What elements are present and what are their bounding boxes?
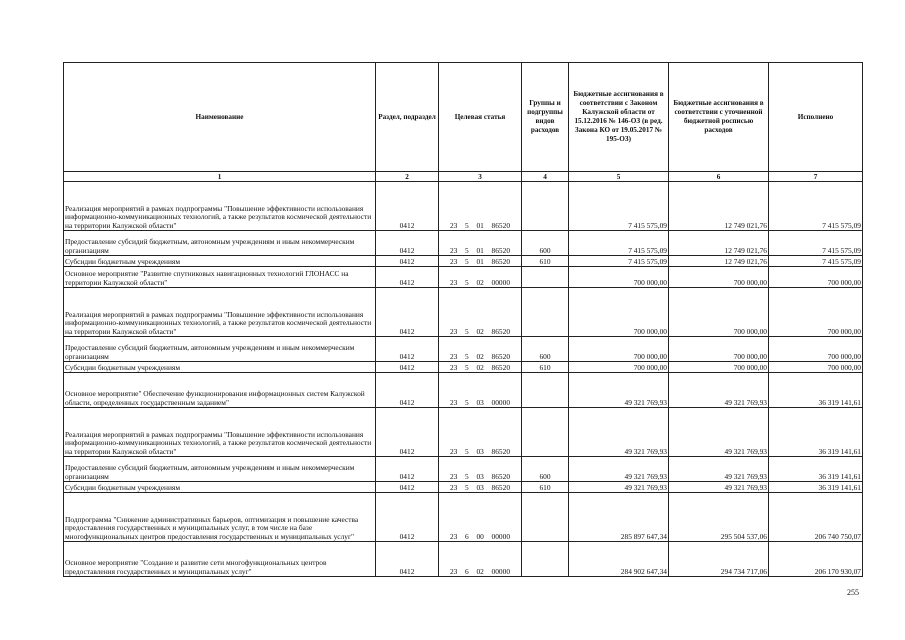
row-name-cell: Основное мероприятие "Создание и развитие сети многофункциональных центров предоставления государственных и муниципальных услуг" (64, 542, 376, 577)
row-refined-allocation-cell: 49 321 769,93 (669, 408, 769, 457)
table-row (64, 408, 863, 457)
table-row (64, 457, 863, 482)
row-target-article-cell: 23 5 02 86520 (439, 362, 522, 373)
row-section-cell: 0412 (376, 373, 439, 408)
row-expense-group-cell (522, 182, 569, 231)
row-name-cell: Основное мероприятие "Развитие спутниковых навигационных технологий ГЛОНАСС на территории Калужской области" (64, 267, 376, 288)
row-expense-group-cell (522, 267, 569, 288)
row-section-cell: 0412 (376, 457, 439, 482)
column-number: 6 (669, 172, 769, 182)
row-expense-group-cell: 600 (522, 337, 569, 362)
column-number: 4 (522, 172, 569, 182)
row-target-article-cell: 23 5 01 86520 (439, 231, 522, 256)
column-number-row (64, 172, 863, 182)
row-section-cell: 0412 (376, 482, 439, 493)
row-name-cell: Предоставление субсидий бюджетным, автономным учреждениям и иным некоммерческим организациям (64, 457, 376, 482)
row-target-article-cell: 23 6 02 00000 (439, 542, 522, 577)
row-law-allocation-cell: 49 321 769,93 (569, 457, 669, 482)
row-executed-cell: 700 000,00 (769, 267, 863, 288)
row-expense-group-cell: 610 (522, 256, 569, 267)
row-law-allocation-cell: 700 000,00 (569, 362, 669, 373)
row-refined-allocation-cell: 700 000,00 (669, 362, 769, 373)
row-law-allocation-cell: 7 415 575,09 (569, 256, 669, 267)
row-refined-allocation-cell: 12 749 021,76 (669, 256, 769, 267)
header-section: Раздел, подраздел (376, 63, 439, 172)
row-expense-group-cell (522, 288, 569, 337)
row-name-cell: Подпрограмма "Снижение административных барьеров, оптимизация и повышение качества предоставления государственных и муниципальных услуг, в том числе на базе многофункциональных центров предоставления государственных и муниципальных услуг" (64, 493, 376, 542)
table-row (64, 542, 863, 577)
row-refined-allocation-cell: 49 321 769,93 (669, 457, 769, 482)
row-target-article-cell: 23 5 03 00000 (439, 373, 522, 408)
header-executed: Исполнено (769, 63, 863, 172)
page-number: 255 (847, 588, 859, 597)
column-number: 5 (569, 172, 669, 182)
row-law-allocation-cell: 700 000,00 (569, 337, 669, 362)
row-name-cell: Реализация мероприятий в рамках подпрограммы "Повышение эффективности использования информационно-коммуникационных технологий, а также результатов космической деятельности на территории Калужской области" (64, 408, 376, 457)
row-target-article-cell: 23 5 02 86520 (439, 288, 522, 337)
header-law-allocations: Бюджетные ассигнования в соответствии с Законом Калужской области от 15.12.2016 № 146-ОЗ (в ред. Закона КО от 19.05.2017 № 195-ОЗ) (569, 63, 669, 172)
row-executed-cell: 700 000,00 (769, 288, 863, 337)
row-law-allocation-cell: 7 415 575,09 (569, 182, 669, 231)
row-law-allocation-cell: 49 321 769,93 (569, 408, 669, 457)
row-law-allocation-cell: 700 000,00 (569, 288, 669, 337)
row-section-cell: 0412 (376, 288, 439, 337)
row-refined-allocation-cell: 700 000,00 (669, 337, 769, 362)
row-law-allocation-cell: 49 321 769,93 (569, 373, 669, 408)
row-expense-group-cell (522, 542, 569, 577)
row-refined-allocation-cell: 12 749 021,76 (669, 182, 769, 231)
row-name-cell: Субсидии бюджетным учреждениям (64, 362, 376, 373)
row-name-cell: Субсидии бюджетным учреждениям (64, 256, 376, 267)
row-expense-group-cell: 600 (522, 457, 569, 482)
column-number: 3 (439, 172, 522, 182)
row-target-article-cell: 23 5 03 86520 (439, 482, 522, 493)
table-row (64, 267, 863, 288)
row-law-allocation-cell: 285 897 647,34 (569, 493, 669, 542)
row-target-article-cell: 23 6 00 00000 (439, 493, 522, 542)
row-expense-group-cell (522, 373, 569, 408)
row-name-cell: Предоставление субсидий бюджетным, автономным учреждениям и иным некоммерческим организациям (64, 231, 376, 256)
column-number: 7 (769, 172, 863, 182)
row-section-cell: 0412 (376, 231, 439, 256)
row-refined-allocation-cell: 49 321 769,93 (669, 373, 769, 408)
row-law-allocation-cell: 284 902 647,34 (569, 542, 669, 577)
row-target-article-cell: 23 5 03 86520 (439, 457, 522, 482)
table-row (64, 493, 863, 542)
row-refined-allocation-cell: 294 734 717,06 (669, 542, 769, 577)
row-section-cell: 0412 (376, 337, 439, 362)
row-section-cell: 0412 (376, 408, 439, 457)
row-executed-cell: 700 000,00 (769, 337, 863, 362)
budget-table (63, 62, 863, 577)
row-name-cell: Основное мероприятие" Обеспечение функционирования информационных систем Калужской области, определенных государственным заданием" (64, 373, 376, 408)
row-executed-cell: 36 319 141,61 (769, 373, 863, 408)
row-executed-cell: 206 740 750,07 (769, 493, 863, 542)
row-expense-group-cell: 600 (522, 231, 569, 256)
table-body (64, 182, 863, 577)
row-law-allocation-cell: 700 000,00 (569, 267, 669, 288)
row-refined-allocation-cell: 49 321 769,93 (669, 482, 769, 493)
row-law-allocation-cell: 49 321 769,93 (569, 482, 669, 493)
row-name-cell: Реализация мероприятий в рамках подпрограммы "Повышение эффективности использования информационно-коммуникационных технологий, а также результатов космической деятельности на территории Калужской области" (64, 288, 376, 337)
table-row (64, 256, 863, 267)
header-row (64, 63, 863, 172)
row-target-article-cell: 23 5 02 00000 (439, 267, 522, 288)
row-expense-group-cell (522, 408, 569, 457)
row-name-cell: Субсидии бюджетным учреждениям (64, 482, 376, 493)
row-expense-group-cell (522, 493, 569, 542)
row-section-cell: 0412 (376, 256, 439, 267)
row-refined-allocation-cell: 12 749 021,76 (669, 231, 769, 256)
row-refined-allocation-cell: 700 000,00 (669, 288, 769, 337)
row-name-cell: Реализация мероприятий в рамках подпрограммы "Повышение эффективности использования информационно-коммуникационных технологий, а также результатов космической деятельности на территории Калужской области" (64, 182, 376, 231)
row-target-article-cell: 23 5 03 86520 (439, 408, 522, 457)
header-expense-groups: Группы и подгруппы видов расходов (522, 63, 569, 172)
row-section-cell: 0412 (376, 493, 439, 542)
row-section-cell: 0412 (376, 267, 439, 288)
row-executed-cell: 7 415 575,09 (769, 231, 863, 256)
table-row (64, 482, 863, 493)
table-row (64, 373, 863, 408)
table-row (64, 231, 863, 256)
row-refined-allocation-cell: 295 504 537,06 (669, 493, 769, 542)
row-law-allocation-cell: 7 415 575,09 (569, 231, 669, 256)
row-section-cell: 0412 (376, 182, 439, 231)
row-executed-cell: 36 319 141,61 (769, 457, 863, 482)
row-executed-cell: 700 000,00 (769, 362, 863, 373)
row-expense-group-cell: 610 (522, 482, 569, 493)
row-name-cell: Предоставление субсидий бюджетным, автономным учреждениям и иным некоммерческим организациям (64, 337, 376, 362)
table-row (64, 288, 863, 337)
row-executed-cell: 7 415 575,09 (769, 182, 863, 231)
row-section-cell: 0412 (376, 542, 439, 577)
row-expense-group-cell: 610 (522, 362, 569, 373)
row-target-article-cell: 23 5 01 86520 (439, 182, 522, 231)
row-executed-cell: 7 415 575,09 (769, 256, 863, 267)
table-row (64, 182, 863, 231)
row-section-cell: 0412 (376, 362, 439, 373)
row-executed-cell: 36 319 141,61 (769, 482, 863, 493)
table-row (64, 362, 863, 373)
table-row (64, 337, 863, 362)
header-refined-allocations: Бюджетные ассигнования в соответствии с уточненной бюджетной росписью расходов (669, 63, 769, 172)
row-executed-cell: 206 170 930,07 (769, 542, 863, 577)
column-number: 1 (64, 172, 376, 182)
row-target-article-cell: 23 5 01 86520 (439, 256, 522, 267)
row-executed-cell: 36 319 141,61 (769, 408, 863, 457)
row-target-article-cell: 23 5 02 86520 (439, 337, 522, 362)
header-target-article: Целевая статья (439, 63, 522, 172)
row-refined-allocation-cell: 700 000,00 (669, 267, 769, 288)
column-number: 2 (376, 172, 439, 182)
header-name: Наименование (64, 63, 376, 172)
